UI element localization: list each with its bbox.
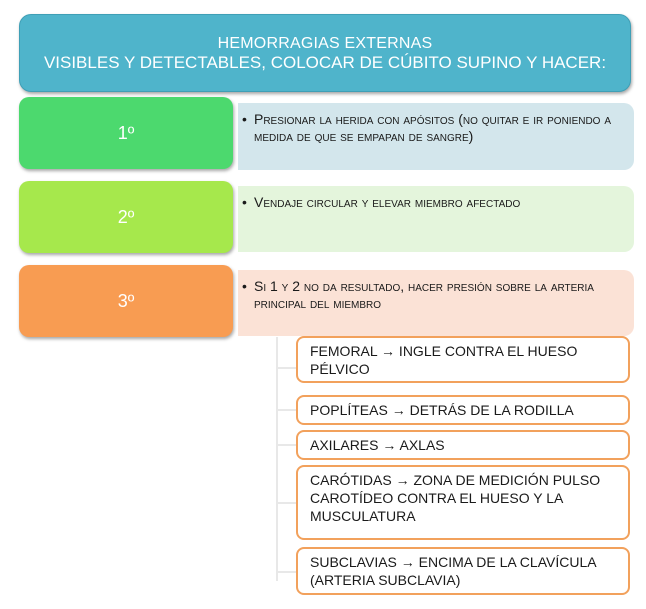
header-subtitle: VISIBLES Y DETECTABLES, COLOCAR DE CÚBITO SUPINO Y HACER: xyxy=(43,53,607,72)
step-1-label: 1º xyxy=(117,122,135,143)
step-2-label: 2º xyxy=(117,206,135,227)
artery-axilares: AXILARES → AXLAS xyxy=(296,430,630,460)
step-1-box xyxy=(19,97,233,169)
header-title: HEMORRAGIAS EXTERNAS xyxy=(217,35,433,52)
step-3-text: Si 1 y 2 no da resultado, hacer presión sobre la arteria principal del miembro xyxy=(254,278,594,311)
artery-femoral: FEMORAL → INGLE CONTRA EL HUESO PÉLVICO xyxy=(296,336,630,383)
bullet-icon: • xyxy=(242,278,247,294)
connector-branch xyxy=(276,409,296,411)
artery-popliteas: POPLÍTEAS → DETRÁS DE LA RODILLA xyxy=(296,395,630,425)
diagram-header xyxy=(19,14,631,92)
step-2-box xyxy=(19,181,233,253)
step-2-description xyxy=(238,186,634,252)
step-3-label: 3º xyxy=(117,290,135,311)
step-3-box xyxy=(19,265,233,337)
connector-branch xyxy=(276,367,296,369)
bullet-icon: • xyxy=(242,111,247,127)
step-1-text: Presionar la herida con apósitos (no quitar e ir poniendo a medida de que se empapan de sangre) xyxy=(254,111,612,144)
artery-carotidas: CARÓTIDAS → ZONA DE MEDICIÓN PULSO CAROTÍDEO CONTRA EL HUESO Y LA MUSCULATURA xyxy=(296,465,630,540)
connector-branch xyxy=(276,444,296,446)
connector-line xyxy=(276,337,278,581)
step-3-description xyxy=(238,270,634,336)
step-1-description xyxy=(238,103,634,170)
bullet-icon: • xyxy=(242,194,247,210)
step-2-text: Vendaje circular y elevar miembro afectado xyxy=(254,194,521,210)
connector-branch xyxy=(276,502,296,504)
connector-branch xyxy=(276,571,296,573)
artery-subclavias: SUBCLAVIAS → ENCIMA DE LA CLAVÍCULA (ARTERIA SUBCLAVIA) xyxy=(296,547,630,595)
